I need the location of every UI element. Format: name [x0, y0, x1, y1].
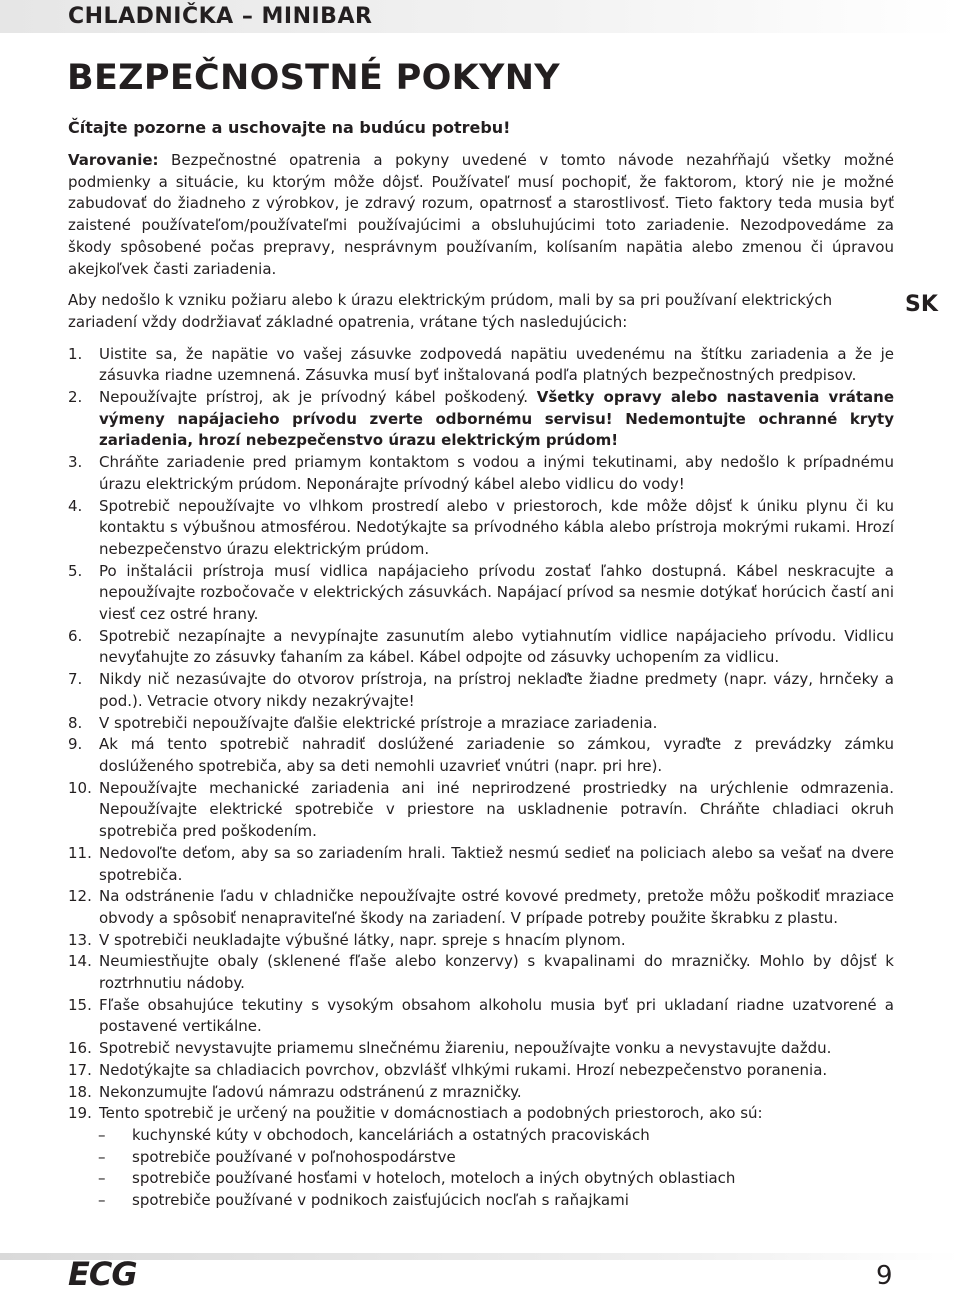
item-number: 13.	[68, 930, 92, 949]
sub-list-item	[68, 1168, 894, 1190]
sub-item-text: spotrebiče používané hosťami v hoteloch, moteloch a iných obytných oblastiach	[132, 1169, 736, 1188]
list-item	[68, 886, 894, 929]
list-item	[68, 843, 894, 886]
item-text: Nedotýkajte sa chladiacich povrchov, obzvlášť vlhkými rukami. Hrozí nebezpečenstvo poranenia.	[99, 1060, 828, 1079]
item-text: Fľaše obsahujúce tekutiny s vysokým obsahom alkoholu musia byť pri ukladaní riadne uzatvorené a postavené vertikálne.	[99, 995, 894, 1036]
document-body	[68, 150, 894, 1212]
item-number: 4.	[68, 496, 83, 515]
dash-bullet: –	[98, 1191, 106, 1210]
item-number: 7.	[68, 670, 83, 689]
sub-item-text: spotrebiče používané v poľnohospodárstve	[132, 1147, 456, 1166]
list-item	[68, 626, 894, 669]
usage-locations-list	[68, 1125, 894, 1212]
item-number: 19.	[68, 1104, 92, 1123]
language-tab: SK	[905, 292, 938, 317]
sub-item-text: kuchynské kúty v obchodoch, kanceláriách a ostatných pracoviskách	[132, 1125, 650, 1144]
item-number: 11.	[68, 843, 92, 862]
item-text: Nekonzumujte ľadovú námrazu odstránenú z mrazničky.	[99, 1082, 522, 1101]
item-text: Spotrebič nepoužívajte vo vlhkom prostredí alebo v priestoroch, kde môže dôjsť k úniku plynu či ku kontaktu s výbušnou atmosférou. Nedotýkajte sa prívodného kábla alebo prístroja mokrými rukami. Hrozí nebezpečenstvo úrazu elektrickým prúdom.	[99, 496, 894, 558]
sub-list-item	[68, 1190, 894, 1212]
warning-text: Bezpečnostné opatrenia a pokyny uvedené v tomto návode nezahŕňajú všetky možné podmienky a situácie, ku ktorým môže dôjsť. Používateľ musí pochopiť, že faktorom, ktorý nie je možné zabudovať do žiadneho z výrobkov, je zdravý rozum, opatrnosť a starostlivosť. Tieto faktory teda musia byť zaistené používateľom/používateľmi používajúcimi a obsluhujúcimi toto zariadenie. Nezodpovedáme za škody spôsobené počas prepravy, nesprávnym používaním, kolísaním napätia alebo zmenou či úpravou akejkoľvek časti zariadenia.	[68, 151, 894, 278]
item-number: 10.	[68, 778, 92, 797]
dash-bullet: –	[98, 1147, 106, 1166]
dash-bullet: –	[98, 1125, 106, 1144]
item-text: Ak má tento spotrebič nahradiť doslúžené zariadenie so zámkou, vyraďte z prevádzky zámku doslúženého spotrebiča, aby sa deti nemohli uzavrieť vnútri (napr. pri hre).	[99, 735, 894, 775]
item-number: 9.	[68, 735, 83, 754]
item-number: 3.	[68, 453, 83, 472]
list-item	[68, 734, 894, 777]
list-item	[68, 713, 894, 735]
item-text: Na odstránenie ľadu v chladničke nepoužívajte ostré kovové predmety, pretože môžu poškodiť mraziace obvody a spôsobiť nenapraviteľné škody na zariadení. V prípade potreby použite škrabku z plastu.	[99, 887, 894, 927]
list-item	[68, 951, 894, 994]
dash-bullet: –	[98, 1169, 106, 1188]
list-item	[68, 669, 894, 712]
intro-paragraph: Aby nedošlo k vzniku požiaru alebo k úrazu elektrickým prúdom, mali by sa pri používaní elektrických zariadení vždy dodržiavať základné opatrenia, vrátane tých nasledujúcich:	[68, 291, 833, 331]
footer-bar	[0, 1253, 960, 1260]
item-text: Nikdy nič nezasúvajte do otvorov prístroja, na prístroj neklaďte žiadne predmety (napr. vázy, hrnčeky a pod.). Vetracie otvory nikdy nezakrývajte!	[99, 670, 894, 710]
warning-paragraph	[68, 150, 894, 280]
list-item	[68, 344, 894, 387]
sub-list-item	[68, 1147, 894, 1169]
item-text: Uistite sa, že napätie vo vašej zásuvke zodpovedá napätiu uvedenému na štítku zariadenia a že je zásuvka riadne uzemnená. Zásuvka musí byť inštalovaná podľa platných bezpečnostných predpisov.	[99, 344, 894, 385]
page-subtitle: Čítajte pozorne a uschovajte na budúcu potrebu!	[68, 118, 511, 137]
list-item	[68, 1060, 894, 1082]
safety-rules-list	[68, 344, 894, 1125]
list-item	[68, 778, 894, 843]
item-text: Nepoužívajte prístroj, ak je prívodný kábel poškodený.	[99, 388, 537, 407]
item-number: 8.	[68, 713, 83, 732]
item-text: Chráňte zariadenie pred priamym kontaktom s vodou a inými tekutinami, aby nedošlo k prípadnému úrazu elektrickým prúdom. Neponárajte prívodný kábel alebo vidlicu do vody!	[99, 453, 894, 493]
item-number: 18.	[68, 1082, 92, 1101]
list-item	[68, 930, 894, 952]
brand-logo: ECG	[68, 1255, 137, 1293]
item-text: Tento spotrebič je určený na použitie v domácnostiach a podobných priestoroch, ako sú:	[99, 1104, 763, 1123]
item-text: Nedovoľte deťom, aby sa so zariadením hrali. Taktiež nesmú sedieť na policiach alebo sa vešať na dvere spotrebiča.	[99, 843, 894, 884]
item-text: Nepoužívajte mechanické zariadenia ani iné neprirodzené prostriedky na urýchlenie odmrazenia. Nepoužívajte elektrické spotrebiče v priestore na uskladnenie potravín. Chráňte chladiaci okruh spotrebiča pred poškodením.	[99, 778, 894, 841]
item-text: V spotrebiči neukladajte výbušné látky, napr. spreje s hnacím plynom.	[99, 930, 626, 949]
item-number: 15.	[68, 995, 92, 1014]
sub-item-text: spotrebiče používané v podnikoch zaisťujúcich nocľah s raňajkami	[132, 1191, 629, 1210]
item-number: 16.	[68, 1039, 92, 1058]
item-number: 1.	[68, 344, 83, 363]
item-number: 17.	[68, 1060, 92, 1079]
item-number: 6.	[68, 626, 83, 645]
list-item	[68, 1038, 894, 1060]
item-text: V spotrebiči nepoužívajte ďalšie elektrické prístroje a mraziace zariadenia.	[99, 713, 658, 732]
list-item	[68, 995, 894, 1038]
section-title: CHLADNIČKA – MINIBAR	[68, 4, 373, 29]
item-text: Spotrebič nezapínajte a nevypínajte zasunutím alebo vytiahnutím vidlice napájacieho prívodu. Vidlicu nevyťahujte zo zásuvky ťahaním za kábel. Kábel odpojte od zásuvky uchopením za vidlicu.	[99, 626, 894, 667]
list-item	[68, 1103, 894, 1125]
item-number: 2.	[68, 388, 83, 407]
list-item	[68, 387, 894, 452]
item-text: Po inštalácii prístroja musí vidlica napájacieho prívodu zostať ľahko dostupná. Kábel neskracujte a nepoužívajte rozbočovače v elektrických zásuvkách. Napájací prívod sa nesmie dotýkať horúcich častí ani viesť cez ostré hrany.	[99, 561, 894, 624]
warning-label: Varovanie:	[68, 151, 159, 169]
page-title: BEZPEČNOSTNÉ POKYNY	[67, 58, 560, 98]
sub-list-item	[68, 1125, 894, 1147]
list-item	[68, 1082, 894, 1104]
item-text: Neumiestňujte obaly (sklenené fľaše alebo konzervy) s kvapalinami do mrazničky. Mohlo by dôjsť k roztrhnutiu nádoby.	[99, 952, 894, 993]
item-bold-text: Všetky opravy alebo nastavenia vrátane výmeny napájacieho prívodu zverte odbornému servisu! Nedemontujte ochranné kryty zariadenia, hrozí nebezpečenstvo úrazu elektrickým prúdom!	[99, 388, 894, 450]
list-item	[68, 452, 894, 495]
list-item	[68, 561, 894, 626]
item-number: 5.	[68, 561, 83, 580]
list-item	[68, 496, 894, 561]
item-number: 12.	[68, 887, 92, 906]
item-text: Spotrebič nevystavujte priamemu slnečnému žiareniu, nepoužívajte vonku a nevystavujte daždu.	[99, 1039, 832, 1058]
page-number: 9	[876, 1261, 893, 1291]
item-number: 14.	[68, 952, 92, 971]
